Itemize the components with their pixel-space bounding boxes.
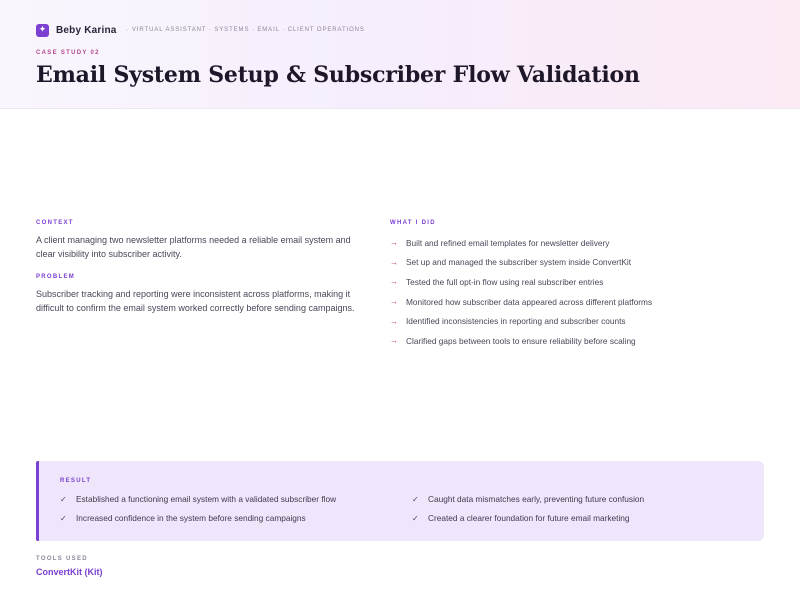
- brand-row: [36, 22, 365, 38]
- result-panel: [36, 461, 764, 541]
- list-item-text: Identified inconsistencies in reporting and subscriber counts: [406, 316, 626, 327]
- list-item-text: Tested the full opt-in flow using real subscriber entries: [406, 276, 604, 287]
- brand-tags: VIRTUAL ASSISTANT · SYSTEMS · EMAIL · CLIENT OPERATIONS: [131, 27, 365, 33]
- arrow-right-icon: →: [390, 297, 398, 307]
- list-item-text: Clarified gaps between tools to ensure reliability before scaling: [406, 335, 636, 346]
- what-i-did-label: WHAT I DID: [390, 220, 436, 226]
- result-item: [412, 513, 742, 523]
- list-item-text: Monitored how subscriber data appeared across different platforms: [406, 296, 653, 307]
- page-header: [0, 0, 800, 109]
- check-icon: ✓: [60, 494, 67, 504]
- sparkle-icon[interactable]: ✦: [36, 24, 49, 37]
- context-label: CONTEXT: [36, 220, 74, 226]
- arrow-right-icon: →: [390, 257, 398, 267]
- list-item: [390, 292, 770, 312]
- list-item: [390, 233, 770, 253]
- arrow-right-icon: →: [390, 277, 398, 287]
- brand-separator: ·: [125, 26, 128, 34]
- check-icon: ✓: [60, 513, 67, 523]
- result-item-text: Increased confidence in the system before sending campaigns: [76, 513, 306, 523]
- context-problem-column: [36, 220, 366, 315]
- check-icon: ✓: [412, 513, 419, 523]
- result-item: [60, 494, 412, 504]
- result-item-text: Caught data mismatches early, preventing future confusion: [428, 494, 645, 504]
- result-item: [412, 494, 742, 504]
- arrow-right-icon: →: [390, 238, 398, 248]
- result-list: [60, 494, 760, 523]
- result-item: [60, 513, 412, 523]
- result-item-text: Established a functioning email system with a validated subscriber flow: [76, 494, 337, 504]
- problem-label: PROBLEM: [36, 274, 76, 280]
- what-i-did-column: [390, 220, 770, 351]
- list-item-text: Set up and managed the subscriber system inside ConvertKit: [406, 257, 632, 268]
- page-title: Email System Setup & Subscriber Flow Validation: [36, 62, 640, 88]
- what-i-did-list: [390, 233, 770, 351]
- problem-text: Subscriber tracking and reporting were inconsistent across platforms, making it difficult to confirm the email system worked correctly before sending campaigns.: [36, 289, 355, 313]
- arrow-right-icon: →: [390, 316, 398, 326]
- result-item-text: Created a clearer foundation for future email marketing: [428, 513, 630, 523]
- context-text: A client managing two newsletter platforms needed a reliable email system and clear visibility into subscriber activity.: [36, 235, 351, 259]
- tool-name: ConvertKit (Kit): [36, 567, 103, 577]
- list-item-text: Built and refined email templates for newsletter delivery: [406, 237, 610, 248]
- list-item: [390, 331, 770, 351]
- brand-name[interactable]: Beby Karina: [56, 24, 117, 36]
- tools-used-label: TOOLS USED: [36, 556, 88, 562]
- result-label: RESULT: [60, 478, 92, 484]
- tools-used: [36, 556, 103, 577]
- case-study-eyebrow: CASE STUDY 02: [36, 50, 100, 56]
- list-item: [390, 311, 770, 331]
- arrow-right-icon: →: [390, 336, 398, 346]
- check-icon: ✓: [412, 494, 419, 504]
- list-item: [390, 272, 770, 292]
- list-item: [390, 253, 770, 273]
